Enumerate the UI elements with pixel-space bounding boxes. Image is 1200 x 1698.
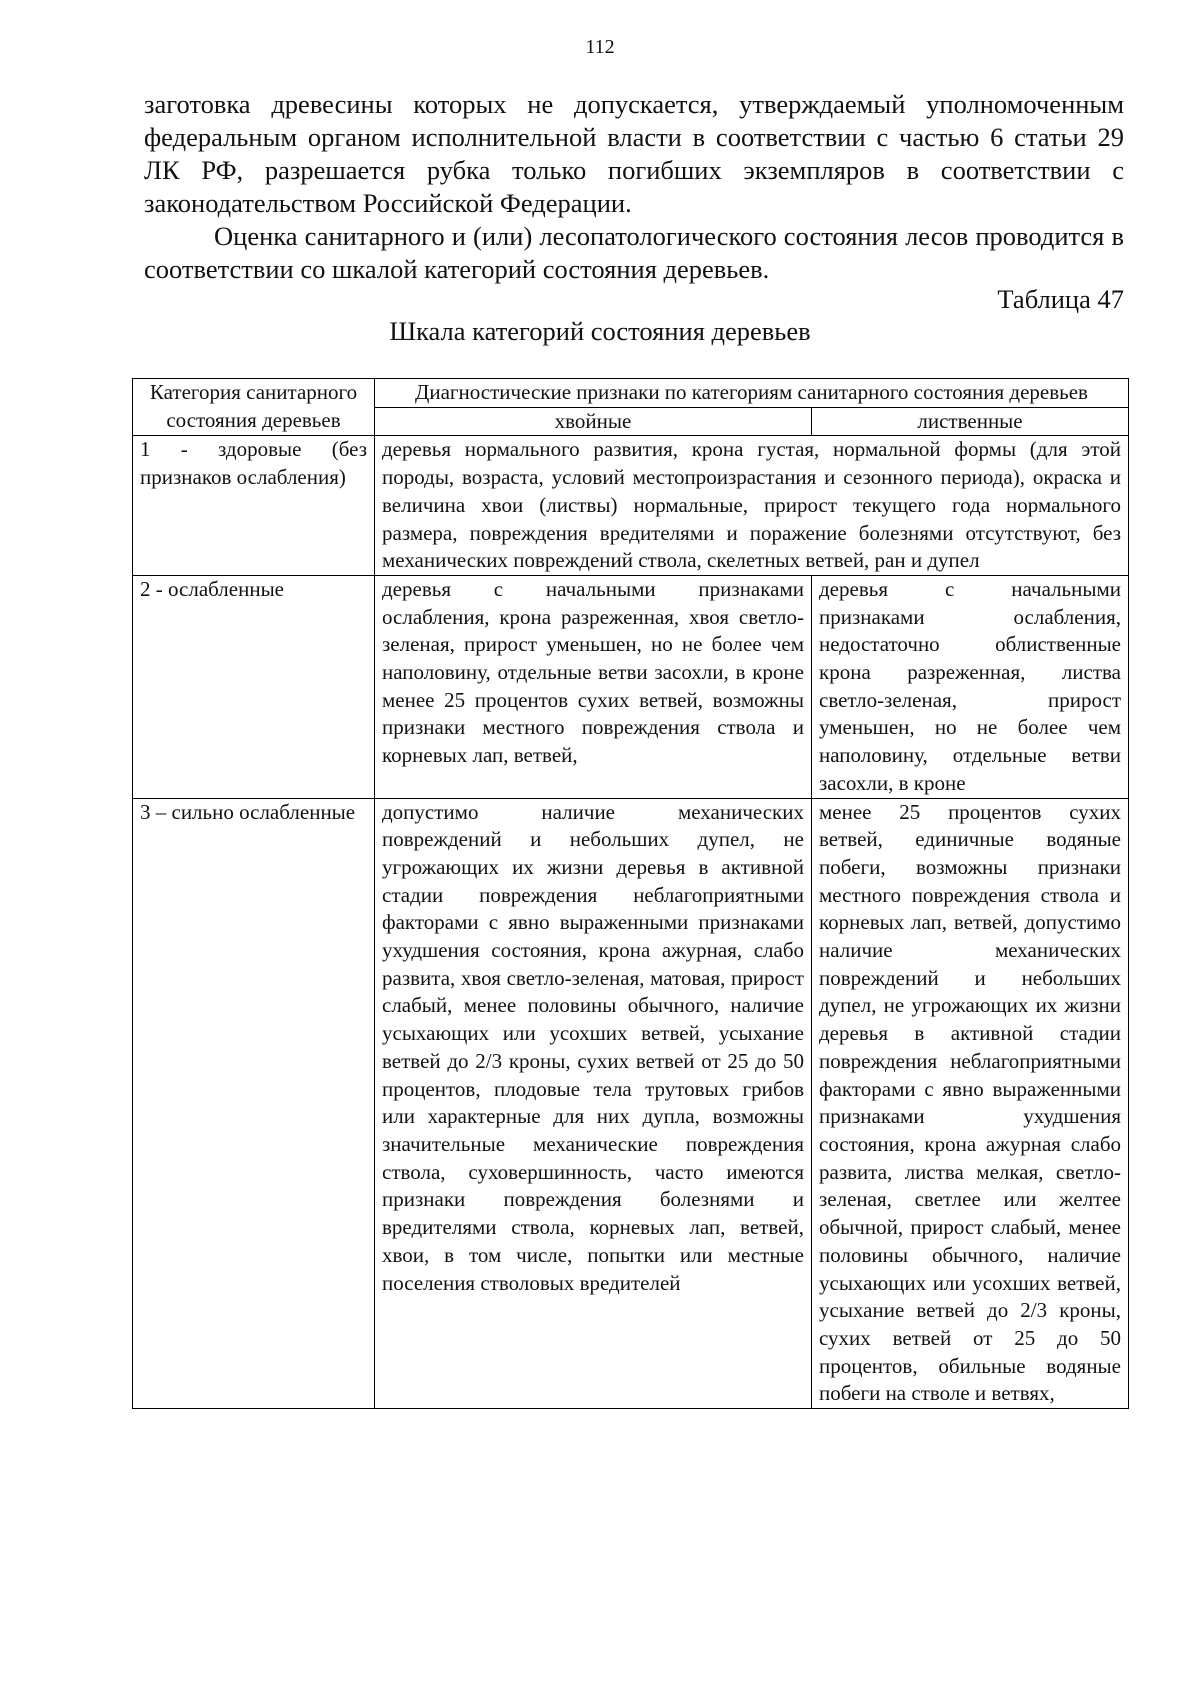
category-cell: 1 - здоровые (без признаков ослабления) bbox=[133, 436, 375, 576]
header-conifer: хвойные bbox=[375, 407, 812, 436]
table-header-row bbox=[133, 379, 1129, 408]
table-row bbox=[133, 575, 1129, 798]
category-cell: 3 – сильно ослабленные bbox=[133, 798, 375, 1408]
paragraph-2: Оценка санитарного и (или) лесопатологического состояния лесов проводится в соответствии со шкалой категорий состояния деревьев. bbox=[144, 221, 1124, 284]
page-number: 112 bbox=[585, 36, 615, 58]
header-signs: Диагностические признаки по категориям санитарного состояния деревьев bbox=[375, 379, 1129, 408]
deciduous-cell: менее 25 процентов сухих ветвей, единичные водяные побеги, возможны признаки местного повреждения ствола и корневых лап, ветвей, допустимо наличие механических повреждений и небольших дупел, не угрожающих их жизни деревья в активной стадии повреждения неблагоприятными факторами с явно выраженными признаками ухудшения состояния, крона ажурная слабо развита, листва мелкая, светло-зеленая, светлее или желтее обычной, прирост слабый, менее половины обычного, наличие усыхающих или усохших ветвей, усыхание ветвей до 2/3 кроны, сухих ветвей от 25 до 50 процентов, обильные водяные побеги на стволе и ветвях, bbox=[812, 798, 1129, 1408]
paragraph-1: заготовка древесины которых не допускается, утверждаемый уполномоченным федеральным органом исполнительной власти в соответствии с частью 6 статьи 29 ЛК РФ, разрешается рубка только погибших экземпляров в соответствии с законодательством Российской Федерации. bbox=[144, 89, 1124, 218]
table-row bbox=[133, 798, 1129, 1408]
category-cell: 2 - ослабленные bbox=[133, 575, 375, 798]
tree-condition-table bbox=[132, 378, 1129, 1409]
signs-cell: деревья нормального развития, крона густая, нормальной формы (для этой породы, возраста, условий местопроизрастания и сезонного периода), окраска и величина хвои (листвы) нормальные, прирост текущего года нормального размера, повреждения вредителями и поражение болезнями отсутствуют, без механических повреждений ствола, скелетных ветвей, ран и дупел bbox=[375, 436, 1129, 576]
table-title: Шкала категорий состояния деревьев bbox=[389, 316, 811, 346]
table-row bbox=[133, 436, 1129, 576]
deciduous-cell: деревья с начальными признаками ослабления, недостаточно облиственные крона разреженная, листва светло-зеленая, прирост уменьшен, но не более чем наполовину, отдельные ветви засохли, в кроне bbox=[812, 575, 1129, 798]
header-deciduous: лиственные bbox=[812, 407, 1129, 436]
table-label: Таблица 47 bbox=[997, 284, 1124, 314]
header-category: Категория санитарного состояния деревьев bbox=[133, 379, 375, 436]
conifer-cell: деревья с начальными признаками ослабления, крона разреженная, хвоя светло-зеленая, прирост уменьшен, но не более чем наполовину, отдельные ветви засохли, в кроне менее 25 процентов сухих ветвей, возможны признаки местного повреждения ствола и корневых лап, ветвей, bbox=[375, 575, 812, 798]
conifer-cell: допустимо наличие механических повреждений и небольших дупел, не угрожающих их жизни деревья в активной стадии повреждения неблагоприятными факторами с явно выраженными признаками ухудшения состояния, крона ажурная, слабо развита, хвоя светло-зеленая, матовая, прирост слабый, менее половины обычного, наличие усыхающих или усохших ветвей, усыхание ветвей до 2/3 кроны, сухих ветвей от 25 до 50 процентов, плодовые тела трутовых грибов или характерные для них дупла, возможны значительные механические повреждения ствола, суховершинность, часто имеются признаки повреждения болезнями и вредителями ствола, корневых лап, ветвей, хвои, в том числе, попытки или местные поселения стволовых вредителей bbox=[375, 798, 812, 1408]
